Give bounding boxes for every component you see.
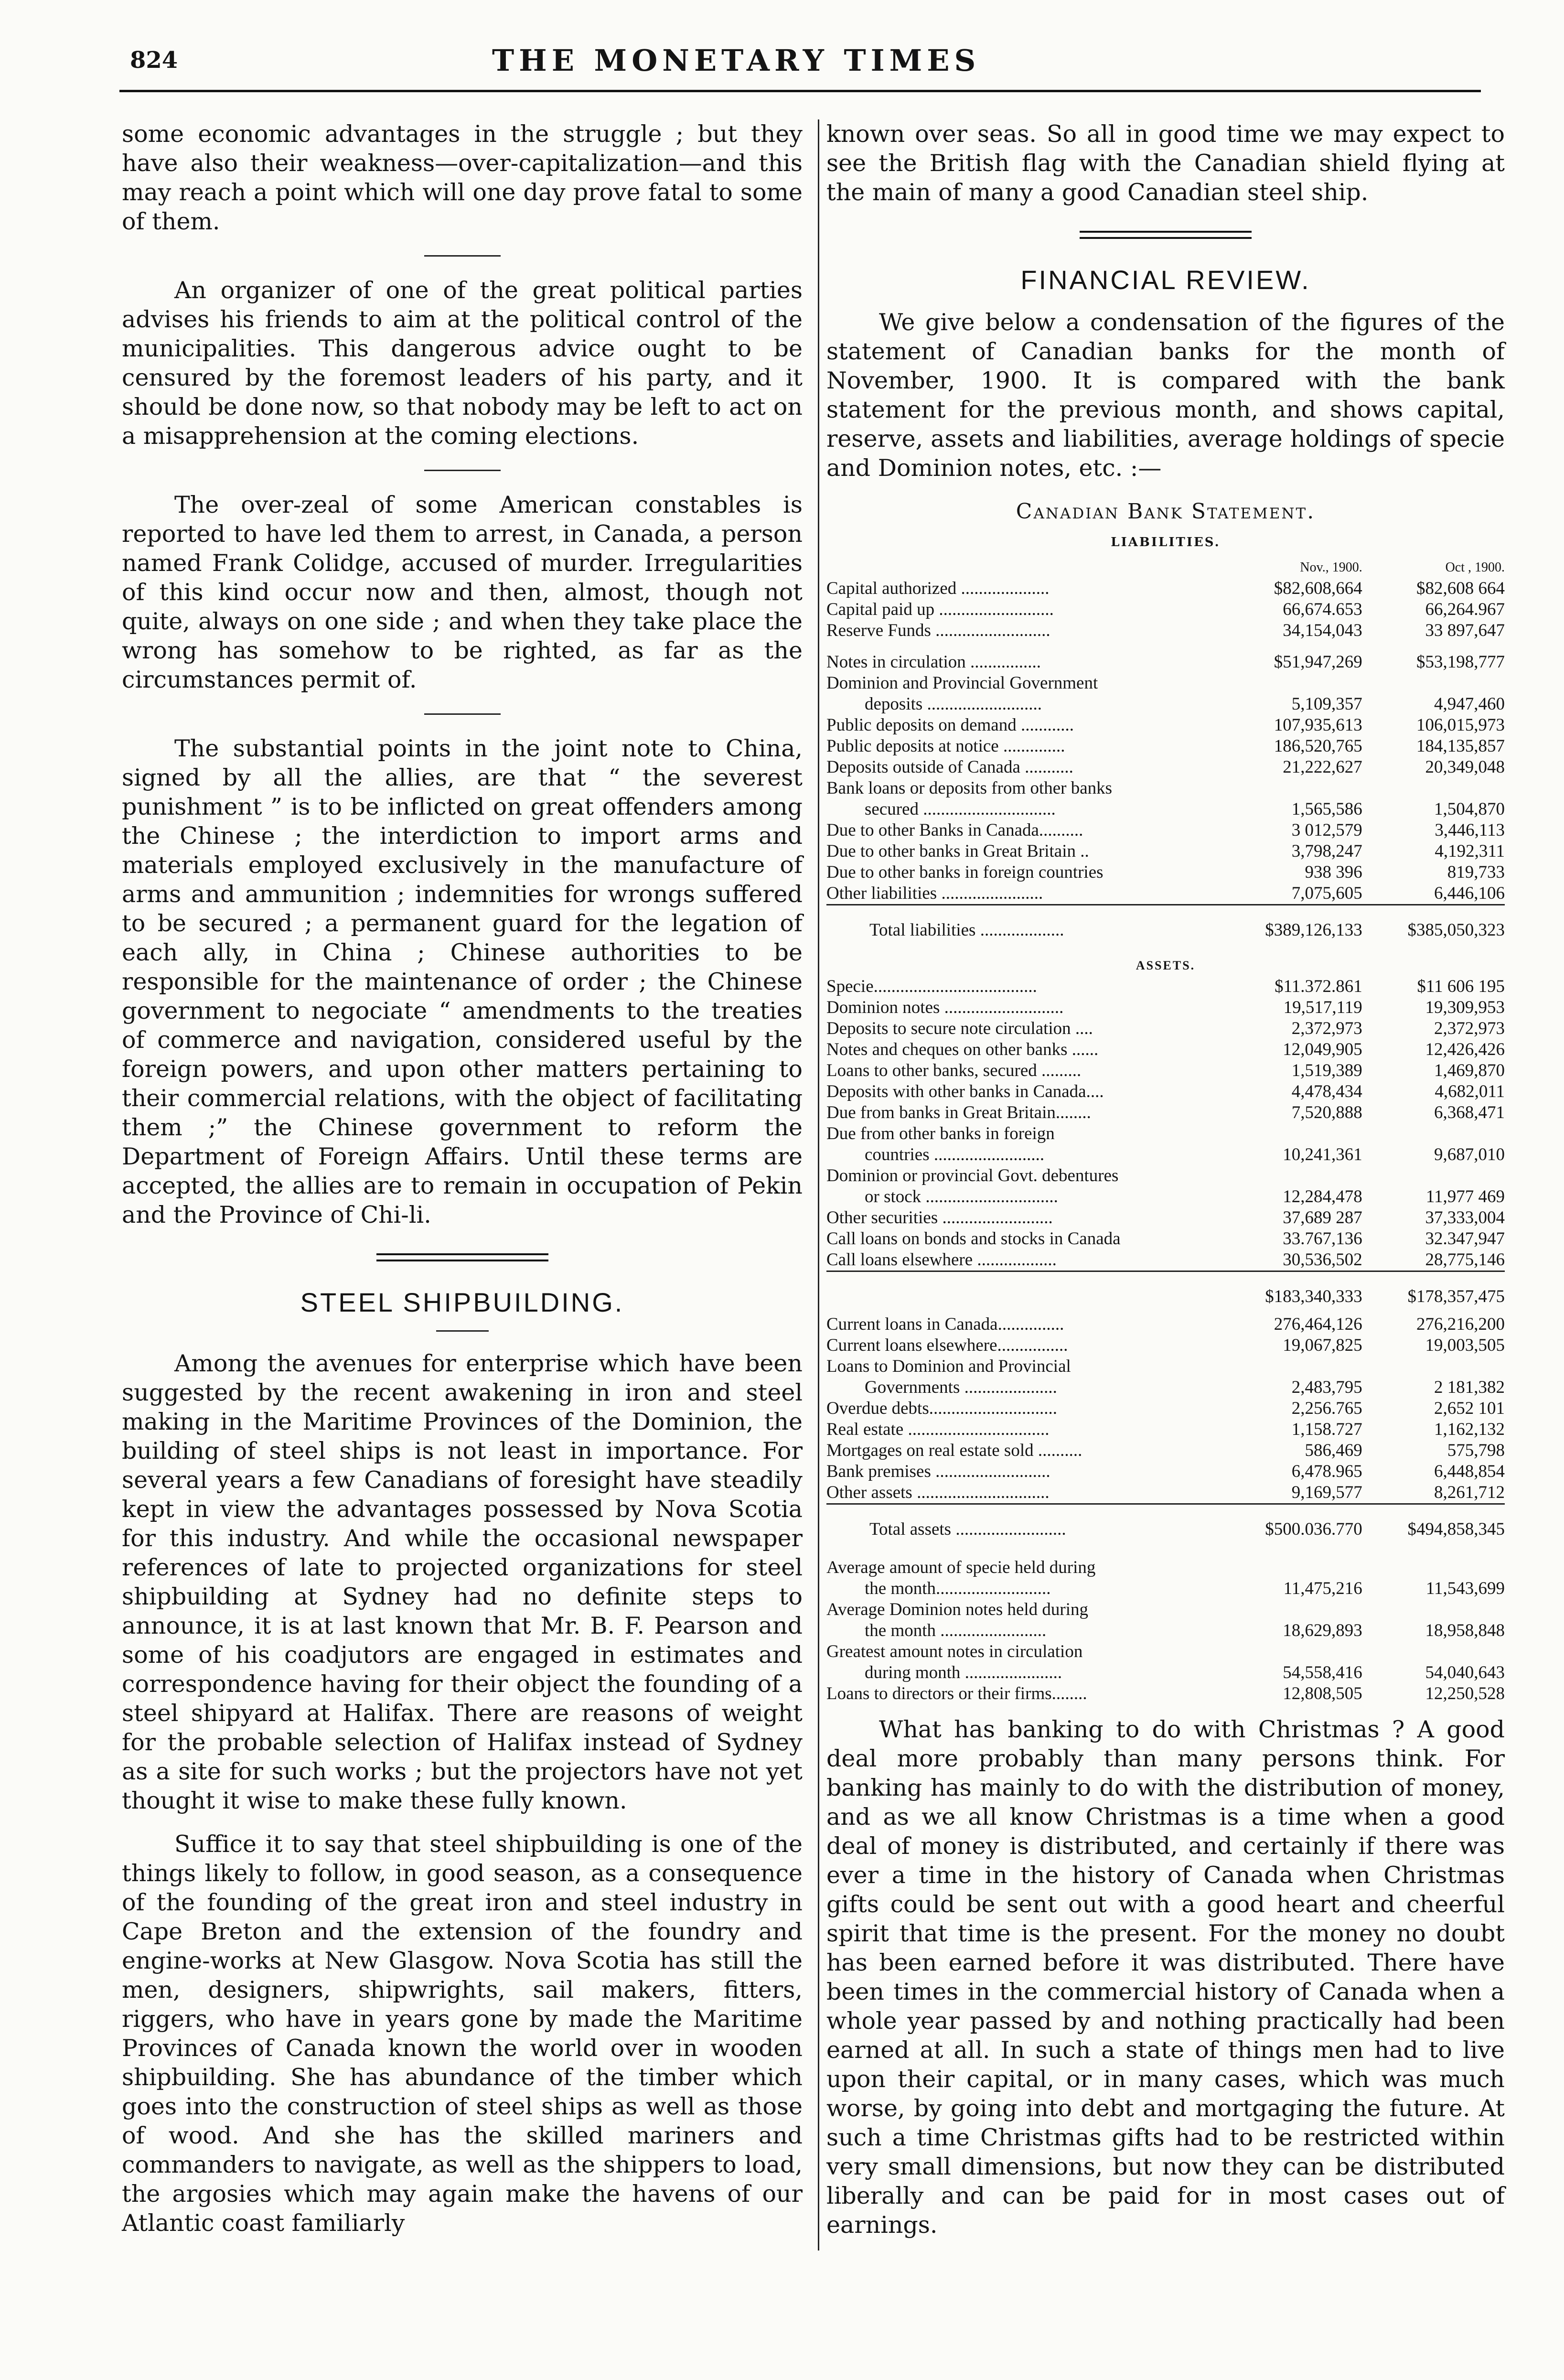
asset-row [826, 1207, 1505, 1228]
row-label: the month ........................ [865, 1621, 1047, 1640]
value-oct: 66,264.967 [1425, 600, 1505, 619]
value-oct: 6,448,854 [1434, 1462, 1505, 1481]
value-oct: $178,357,475 [1362, 1271, 1505, 1314]
value-oct [1362, 1165, 1505, 1186]
row-label: Bank premises .......................... [826, 1462, 1050, 1481]
liability-row [826, 641, 1505, 673]
row-label: Due to other banks in Great Britain .. [826, 841, 1089, 861]
value-oct: 1,504,870 [1434, 799, 1505, 819]
value-oct: 184,135,857 [1416, 736, 1505, 756]
row-label: Due to other banks in foreign countries [826, 862, 1103, 882]
average-row [826, 1641, 1505, 1662]
value-nov [1220, 1165, 1362, 1186]
asset-row [826, 1482, 1505, 1504]
asset-row [826, 1018, 1505, 1039]
value-oct [1362, 778, 1505, 799]
section-separator [1080, 231, 1252, 239]
statement-title: Canadian Bank Statement. [1016, 499, 1316, 524]
paragraph: The over-zeal of some American constables is reported to have led them to arrest, in Canada, a person named Frank Colidge, accused of murder. Irregularities of this kind occur now and then, almost, though not quite, always on one side ; and when they take place the wrong has somehow to be righted, as far as the circumstances permit of. [122, 491, 803, 693]
value-nov: 34,154,043 [1283, 621, 1362, 640]
value-nov: 5,109,357 [1291, 694, 1362, 714]
value-nov: 37,689 287 [1283, 1208, 1362, 1228]
value-oct: 1,469,870 [1434, 1061, 1505, 1080]
assets-heading-label: ASSETS. [1136, 958, 1196, 972]
value-nov: 12,049,905 [1283, 1040, 1362, 1059]
paragraph: An organizer of one of the great political parties advises his friends to aim at the political control of the municipalities. This dangerous advice ought to be censured by the foremost leaders of his party, and it should be done now, so that nobody may be left to act on a misapprehension at the coming elections. [122, 277, 803, 450]
page-number: 824 [130, 47, 178, 74]
row-label: Mortgages on real estate sold .......... [826, 1441, 1082, 1460]
average-row [826, 1620, 1505, 1641]
row-label: Deposits to secure note circulation .... [826, 1019, 1093, 1038]
value-oct: 54,040,643 [1425, 1663, 1505, 1682]
row-label: during month ...................... [865, 1663, 1062, 1682]
assets-heading [826, 948, 1505, 976]
row-label: Bank loans or deposits from other banks [826, 778, 1113, 798]
asset-row [826, 1335, 1505, 1356]
value-oct: 2,652 101 [1434, 1399, 1505, 1418]
row-label: Call loans elsewhere .................. [826, 1250, 1057, 1270]
value-nov: 2,483,795 [1291, 1378, 1362, 1397]
value-oct: 20,349,048 [1425, 757, 1505, 777]
value-nov: 9,169,577 [1291, 1483, 1362, 1502]
asset-row [826, 1440, 1505, 1461]
liability-row [826, 778, 1505, 799]
left-column [122, 119, 803, 2252]
value-nov [1220, 1547, 1362, 1578]
capital-row [826, 578, 1505, 599]
value-nov: 33.767,136 [1283, 1229, 1362, 1249]
value-oct: 2 181,382 [1434, 1378, 1505, 1397]
row-label: Notes in circulation ................ [826, 652, 1041, 672]
value-oct: $82,608 664 [1416, 579, 1505, 598]
row-label: deposits .......................... [865, 694, 1042, 714]
liability-row [826, 736, 1505, 757]
row-label: the month.......................... [865, 1579, 1051, 1598]
asset-row [826, 1461, 1505, 1482]
row-label: Other liabilities ....................... [826, 883, 1043, 903]
row-label: Real estate ................................ [826, 1420, 1050, 1439]
asset-row [826, 976, 1505, 997]
asset-row [826, 1249, 1505, 1271]
asset-row [826, 1060, 1505, 1081]
total-assets-row [826, 1504, 1505, 1547]
value-oct [1362, 1547, 1505, 1578]
value-oct: 4,682,011 [1435, 1082, 1505, 1101]
asset-row [826, 1419, 1505, 1440]
value-oct: 11,543,699 [1425, 1579, 1505, 1598]
paragraph: The substantial points in the joint note to China, signed by all the allies, are that “ the severest punishment ” is to be inflicted on great offenders among the Chinese ; the interdiction to import arms and materials employed exclusively in the manufacture of arms and ammunition ; indemnities for wrongs suffered to be secured ; a permanent guard for the legation of each ally, in China ; Chinese authorities to be responsible for the maintenance of order ; the Chinese government to negociate “ amendments to the treaties of commerce and navigation, considered useful by the foreign powers, and upon other matters pertaining to their commercial relations, with the object of facilitating them ;” the Chinese government to reform the Department of Foreign Affairs. Until these terms are accepted, the allies are to remain in occupation of Pekin and the Province of Chi-li. [122, 735, 803, 1228]
separator [436, 1330, 489, 1332]
row-label: Notes and cheques on other banks ...... [826, 1040, 1099, 1059]
value-oct: 2,372,973 [1434, 1019, 1505, 1038]
value-nov: 3 012,579 [1291, 820, 1362, 840]
value-oct: 28,775,146 [1425, 1250, 1505, 1270]
row-label: Call loans on bonds and stocks in Canada [826, 1229, 1121, 1249]
row-label: secured .............................. [865, 799, 1056, 819]
value-oct: 6,446,106 [1434, 883, 1505, 903]
row-label: Loans to other banks, secured ......... [826, 1061, 1082, 1080]
value-nov [1220, 1599, 1362, 1620]
value-oct: 3,446,113 [1435, 820, 1505, 840]
value-nov: 4,478,434 [1291, 1082, 1362, 1101]
capital-row [826, 620, 1505, 641]
value-oct: $385,050,323 [1362, 905, 1505, 948]
asset-row [826, 1081, 1505, 1102]
asset-row [826, 1165, 1505, 1186]
value-oct: 575,798 [1447, 1441, 1505, 1460]
liability-row [826, 883, 1505, 905]
paragraph: Suffice it to say that steel shipbuilding is one of the things likely to follow, in good season, as a consequence of the founding of the great iron and steel industry in Cape Breton and the extension of the foundry and engine-works at New Glasgow. Nova Scotia has still the men, designers, shipwrights, sail makers, fitters, riggers, who have in years gone by made the Maritime Provinces of Canada known the world over in wooden shipbuilding. She has abundance of the timber which goes into the construction of steel ships as well as those of wood. And she has the skilled mariners and commanders to navigate, as well as the shippers to load, the argosies which may again make the havens of our Atlantic coast familiarly [122, 1831, 803, 2237]
average-row [826, 1683, 1505, 1704]
paragraph: some economic advantages in the struggle ; but they have also their weakness—over-capitalization—and this may reach a point which will one day prove fatal to some of them. [122, 120, 803, 235]
value-oct [1362, 1641, 1505, 1662]
row-label: Deposits with other banks in Canada.... [826, 1082, 1104, 1101]
row-label: Other securities ......................... [826, 1208, 1053, 1228]
value-oct [1362, 1599, 1505, 1620]
value-oct: 19,309,953 [1425, 998, 1505, 1017]
row-label: Due from other banks in foreign [826, 1124, 1055, 1143]
value-nov: 11,475,216 [1283, 1579, 1362, 1598]
section-separator [376, 1253, 548, 1261]
average-row [826, 1578, 1505, 1599]
asset-row [826, 1123, 1505, 1144]
value-nov: $389,126,133 [1220, 905, 1362, 948]
value-oct [1362, 673, 1505, 694]
row-label [826, 1271, 1220, 1314]
value-nov: 21,222,627 [1283, 757, 1362, 777]
paragraph: What has banking to do with Christmas ? A good deal more probably than many persons think. For banking has mainly to do with the distribution of money, and as we all know Christmas is a time when a good deal of money is distributed, and certainly if there was ever a time in the history of Canada when Christmas gifts could be sent out with a good heart and cheerful spirit that time is the present. For the money no doubt has been earned before it was distributed. There have been times in the commercial history of Canada when a whole year passed by and nothing practically had been earned at all. In such a state of things men had to live upon their capital, or in many cases, which was much worse, by going into debt and mortgaging the future. At such a time Christmas gifts had to be restricted within very small dimensions, but now they can be distributed liberally and can be paid for in most cases out of earnings. [826, 1716, 1505, 2239]
value-oct: 37,333,004 [1425, 1208, 1505, 1228]
value-oct: 33 897,647 [1425, 621, 1505, 640]
average-row [826, 1662, 1505, 1683]
section-title-financial-review: FINANCIAL REVIEW. [1020, 265, 1311, 295]
value-oct: $11 606 195 [1417, 977, 1505, 996]
row-label: Due to other Banks in Canada.......... [826, 820, 1083, 840]
asset-row [826, 1356, 1505, 1377]
value-nov: $11.372.861 [1275, 977, 1362, 996]
value-nov: $500.036.770 [1220, 1504, 1362, 1547]
row-label: or stock .............................. [865, 1187, 1058, 1206]
row-label: Dominion and Provincial Government [826, 673, 1098, 693]
value-oct: 276,216,200 [1416, 1314, 1505, 1334]
value-nov: 1,519,389 [1291, 1061, 1362, 1080]
average-row [826, 1547, 1505, 1578]
row-label: countries ......................... [865, 1145, 1045, 1164]
liability-row [826, 715, 1505, 736]
asset-row [826, 1186, 1505, 1207]
header-rule [119, 90, 1481, 92]
liability-row [826, 673, 1505, 694]
value-nov [1220, 1123, 1362, 1144]
section-title-steel-shipbuilding: STEEL SHIPBUILDING. [300, 1287, 624, 1317]
row-label: Due from banks in Great Britain........ [826, 1103, 1091, 1122]
row-label: Governments ..................... [865, 1378, 1057, 1397]
separator [424, 713, 501, 715]
row-label: Deposits outside of Canada ........... [826, 757, 1073, 777]
value-nov: 3,798,247 [1291, 841, 1362, 861]
row-label: Public deposits on demand ............ [826, 715, 1074, 735]
liability-row [826, 757, 1505, 778]
asset-row [826, 1398, 1505, 1419]
row-label: Average Dominion notes held during [826, 1600, 1089, 1619]
value-oct: 8,261,712 [1434, 1483, 1505, 1502]
value-nov: 276,464,126 [1274, 1314, 1362, 1334]
value-nov: 10,241,361 [1283, 1145, 1362, 1164]
value-nov: 7,075,605 [1291, 883, 1362, 903]
value-nov: 2,372,973 [1291, 1019, 1362, 1038]
value-oct: 106,015,973 [1416, 715, 1505, 735]
asset-row [826, 1314, 1505, 1335]
value-oct: 4,192,311 [1435, 841, 1505, 861]
value-nov: 12,808,505 [1283, 1684, 1362, 1703]
column-divider [818, 119, 819, 2251]
value-oct: 18,958,848 [1425, 1621, 1505, 1640]
row-label: Capital authorized .................... [826, 579, 1050, 598]
value-nov: 6,478.965 [1291, 1462, 1362, 1481]
value-oct: $53,198,777 [1416, 652, 1505, 672]
asset-row [826, 1102, 1505, 1123]
asset-row [826, 1039, 1505, 1060]
row-label: Average amount of specie held during [826, 1558, 1096, 1577]
value-nov: 186,520,765 [1274, 736, 1362, 756]
value-nov: 1,158.727 [1291, 1420, 1362, 1439]
row-label: Loans to directors or their firms........ [826, 1684, 1087, 1703]
paragraph: We give below a condensation of the figures of the statement of Canadian banks for the month of November, 1900. It is compared with the bank statement for the previous month, and shows capital, reserve, assets and liabilities, average holdings of specie and Dominion notes, etc. :— [826, 309, 1505, 482]
value-nov: 938 396 [1305, 862, 1362, 882]
value-nov [1220, 778, 1362, 799]
column-headers [826, 557, 1505, 578]
value-oct: 19,003,505 [1425, 1335, 1505, 1355]
row-label: Reserve Funds .......................... [826, 621, 1050, 640]
value-nov [1220, 1641, 1362, 1662]
row-label: Greatest amount notes in circulation [826, 1642, 1083, 1661]
value-oct: 12,426,426 [1425, 1040, 1505, 1059]
value-oct: 6,368,471 [1434, 1103, 1505, 1122]
value-oct: 9,687,010 [1434, 1145, 1505, 1164]
value-nov: $183,340,333 [1220, 1271, 1362, 1314]
row-label: Current loans elsewhere................ [826, 1335, 1068, 1355]
asset-subtotal-row [826, 1271, 1505, 1314]
value-nov: 12,284,478 [1283, 1187, 1362, 1206]
total-liabilities-row [826, 905, 1505, 948]
value-oct [1362, 1356, 1505, 1377]
separator [424, 470, 501, 471]
value-nov: 19,517,119 [1283, 998, 1362, 1017]
capital-row [826, 599, 1505, 620]
value-nov: 1,565,586 [1291, 799, 1362, 819]
value-nov: 586,469 [1305, 1441, 1362, 1460]
header-oct: Oct , 1900. [1445, 560, 1505, 575]
value-nov: 2,256.765 [1291, 1399, 1362, 1418]
value-nov: 18,629,893 [1283, 1621, 1362, 1640]
asset-row [826, 1377, 1505, 1398]
value-oct: 819,733 [1447, 862, 1505, 882]
liability-row [826, 841, 1505, 862]
value-nov: $82,608,664 [1274, 579, 1362, 598]
row-label: Specie..................................... [826, 977, 1037, 996]
value-oct: $494,858,345 [1362, 1504, 1505, 1547]
asset-row [826, 1228, 1505, 1249]
liabilities-heading: LIABILITIES. [1111, 535, 1221, 549]
row-label: Other assets .............................. [826, 1483, 1050, 1502]
row-label: Dominion or provincial Govt. debentures [826, 1166, 1119, 1185]
row-label: Current loans in Canada............... [826, 1314, 1064, 1334]
value-nov: 19,067,825 [1283, 1335, 1362, 1355]
row-label: Capital paid up .......................... [826, 600, 1054, 619]
header-nov: Nov., 1900. [1300, 560, 1362, 575]
asset-row [826, 997, 1505, 1018]
value-oct: 1,162,132 [1434, 1420, 1505, 1439]
value-oct: 12,250,528 [1425, 1684, 1505, 1703]
value-nov: 107,935,613 [1274, 715, 1362, 735]
value-oct: 11,977 469 [1425, 1187, 1505, 1206]
asset-row [826, 1144, 1505, 1165]
value-nov: 66,674.653 [1283, 600, 1362, 619]
separator [424, 255, 501, 257]
value-oct [1362, 1123, 1505, 1144]
value-nov [1220, 673, 1362, 694]
paragraph: known over seas. So all in good time we may expect to see the British flag with the Canadian shield flying at the main of many a good Canadian steel ship. [826, 120, 1505, 206]
liability-row [826, 694, 1505, 715]
paragraph: Among the avenues for enterprise which have been suggested by the recent awakening in iron and steel making in the Maritime Provinces of the Dominion, the building of steel ships is not least in importance. For several years a few Canadians of foresight have steadily kept in view the advantages possessed by Nova Scotia for this industry. And while the occasional newspaper references of late to projected organizations for steel shipbuilding at Sydney had no definite steps to announce, it is at last known that Mr. B. F. Pearson and some of his coadjutors are engaged in estimates and correspondence having for their object the founding of a steel shipyard at Halifax. There are reasons of weight for the probable selection of Halifax instead of Sydney as a site for such works ; but the projectors have not yet thought it wise to make these fully known. [122, 1350, 803, 1814]
value-nov: 30,536,502 [1283, 1250, 1362, 1270]
row-label: Total liabilities ................... [826, 905, 1220, 948]
liability-row [826, 862, 1505, 883]
value-nov: 7,520,888 [1291, 1103, 1362, 1122]
row-label: Total assets ......................... [826, 1504, 1220, 1547]
right-column [826, 119, 1505, 2254]
liability-row [826, 820, 1505, 841]
value-oct: 4,947,460 [1434, 694, 1505, 714]
row-label: Loans to Dominion and Provincial [826, 1357, 1071, 1376]
value-nov [1220, 1356, 1362, 1377]
liability-row [826, 799, 1505, 820]
bank-statement-table [826, 557, 1505, 1704]
value-nov: 54,558,416 [1283, 1663, 1362, 1682]
value-oct: 32.347,947 [1425, 1229, 1505, 1249]
running-title: THE MONETARY TIMES [492, 43, 981, 78]
value-nov: $51,947,269 [1274, 652, 1362, 672]
average-row [826, 1599, 1505, 1620]
row-label: Overdue debts............................. [826, 1399, 1057, 1418]
row-label: Public deposits at notice .............. [826, 736, 1065, 756]
row-label: Dominion notes ........................... [826, 998, 1064, 1017]
